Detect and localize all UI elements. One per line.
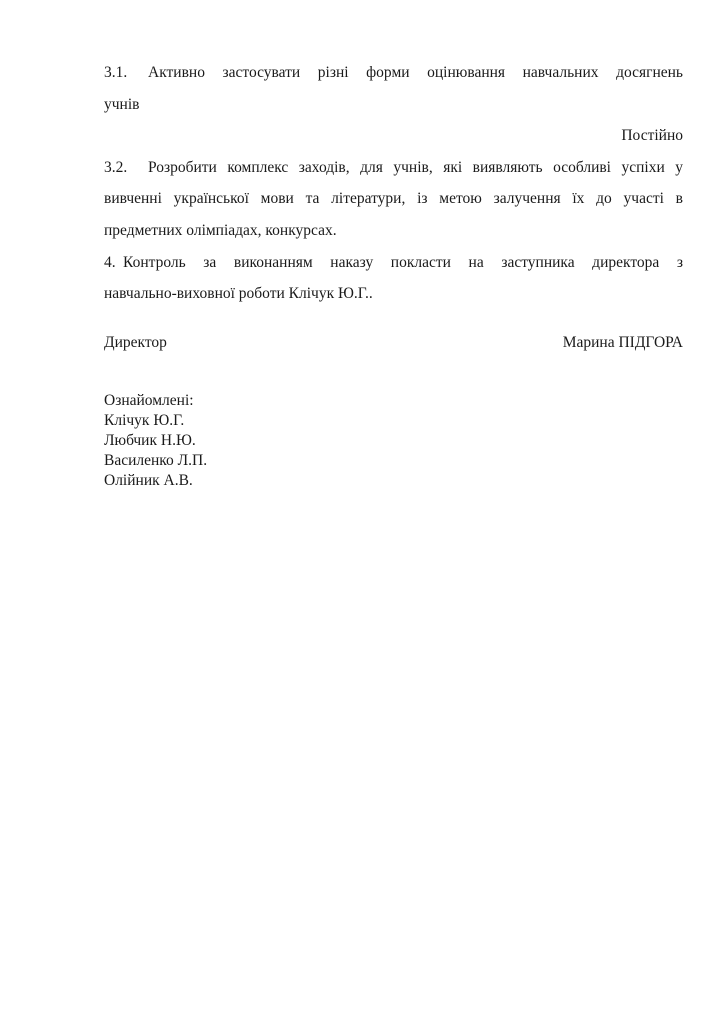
document-body xyxy=(104,57,683,491)
clause-4-text: Контроль за виконанням наказу покласти на заступника директора з xyxy=(123,253,683,271)
acknowledged-title: Ознайомлені: xyxy=(104,392,194,410)
clause-3-2-line-2: вивченні української мови та літератури, із метою залучення їх до участі в xyxy=(104,190,683,208)
clause-3-1-line-1 xyxy=(104,57,683,89)
acknowledged-name: Клічук Ю.Г. xyxy=(104,412,185,430)
clause-4-number: 4. xyxy=(104,253,116,271)
clause-3-2-number: 3.2. xyxy=(104,158,128,176)
clause-4-line-2: навчально-виховної роботи Клічук Ю.Г.. xyxy=(104,285,373,303)
clause-3-1-text: Активно застосувати різні форми оцінювання навчальних досягнень xyxy=(148,64,683,81)
signature-row xyxy=(104,327,683,359)
acknowledged-name: Олійник А.В. xyxy=(104,472,193,490)
clause-3-1-number: 3.1. xyxy=(104,64,128,81)
acknowledged-name: Любчик Н.Ю. xyxy=(104,432,196,450)
signature-name: Марина ПІДГОРА xyxy=(562,333,683,351)
acknowledged-block xyxy=(104,391,683,491)
clause-3-1-line-2: учнів xyxy=(104,95,140,113)
clause-3-2-text: Розробити комплекс заходів, для учнів, які виявляють особливі успіхи у xyxy=(148,158,683,176)
deadline-text: Постійно xyxy=(621,127,683,145)
signature-role: Директор xyxy=(104,333,167,351)
clause-3-2-line-1 xyxy=(104,152,683,184)
clause-3-2-line-3: предметних олімпіадах, конкурсах. xyxy=(104,221,337,239)
clause-4-line-1 xyxy=(104,247,683,279)
acknowledged-name: Василенко Л.П. xyxy=(104,452,208,470)
